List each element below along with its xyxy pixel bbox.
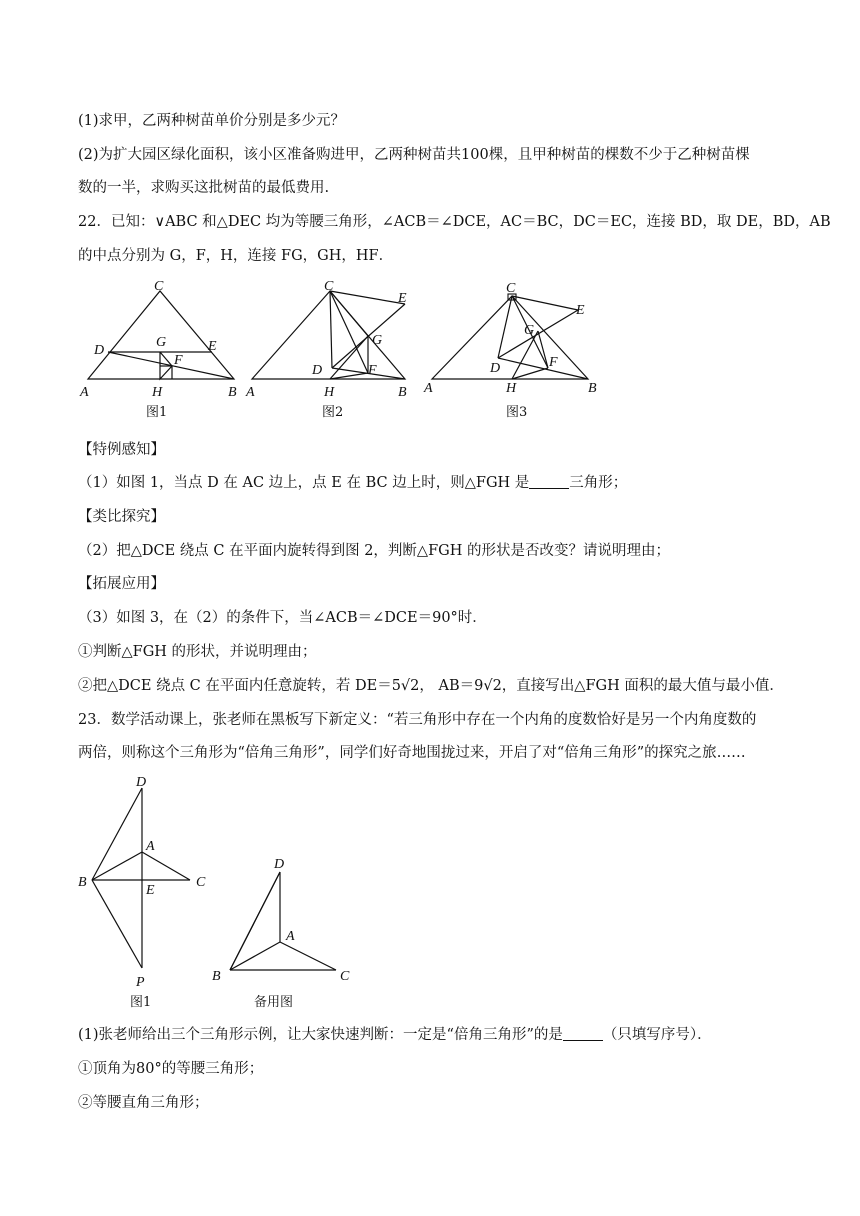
point-label-d: D [94, 343, 105, 358]
q22-figures [0, 276, 860, 436]
q23-figure-1 [78, 775, 206, 1010]
q22-section-2: 【类比探究】 [78, 509, 165, 525]
q22-part1: （1）如图 1，当点 D 在 AC 边上，点 E 在 BC 边上时，则△FGH 是 三角形； [78, 475, 628, 491]
point-label-p: P [136, 975, 145, 990]
q22-section-1: 【特例感知】 [78, 442, 165, 458]
q22-part3-b: ②把△DCE 绕点 C 在平面内任意旋转，若 DE＝5√2， AB＝9√2，直接写出△FGH 面积的最大值与最小值． [78, 678, 784, 694]
point-label-b: B [588, 381, 597, 396]
fig2-caption: 图2 [322, 405, 344, 420]
q23-figure-spare [212, 857, 350, 1010]
q22-part3-a: ①判断△FGH 的形状，并说明理由； [78, 644, 317, 660]
fig1-caption: 图1 [146, 405, 168, 420]
point-label-g: G [156, 335, 167, 350]
point-label-c: C [506, 281, 516, 296]
q22-part3: （3）如图 3，在（2）的条件下，当∠ACB＝∠DCE＝90°时． [78, 610, 487, 626]
point-label-f: F [368, 363, 377, 378]
point-label-d: D [312, 363, 323, 378]
point-label-h: H [152, 385, 163, 400]
point-label-c: C [196, 875, 206, 890]
point-label-e: E [208, 339, 217, 354]
q23-stem-line2: 两倍，则称这个三角形为“倍角三角形”，同学们好奇地围拢过来，开启了对“倍角三角形”的探究之旅…… [78, 745, 746, 761]
q23-figures [0, 770, 860, 1020]
point-label-e: E [146, 883, 155, 898]
point-label-d: D [274, 857, 285, 872]
q23-stem-line1: 23．数学活动课上，张老师在黑板写下新定义：“若三角形中存在一个内角的度数恰好是另一个内角度数的 [78, 712, 757, 728]
point-label-b: B [398, 385, 407, 400]
q23-fig1-caption: 图1 [130, 995, 152, 1010]
q21-part2-line2: 数的一半，求购买这批树苗的最低费用. [78, 180, 330, 196]
point-label-e: E [576, 303, 585, 318]
point-label-h: H [506, 381, 517, 396]
point-label-g: G [524, 323, 535, 338]
q22-part2: （2）把△DCE 绕点 C 在平面内旋转得到图 2，判断△FGH 的形状是否改变？请说明理由； [78, 543, 670, 559]
point-label-a: A [80, 385, 89, 400]
q21-part1: (1)求甲，乙两种树苗单价分别是多少元？ [78, 113, 346, 129]
point-label-a: A [146, 839, 155, 854]
q23-part1: (1)张老师给出三个三角形示例，让大家快速判断：一定是“倍角三角形”的是 （只填写序号）． [78, 1027, 712, 1043]
point-label-e: E [398, 291, 407, 306]
point-label-b: B [228, 385, 237, 400]
answer-blank[interactable] [529, 474, 569, 489]
q23-option-2: ②等腰直角三角形； [78, 1095, 209, 1111]
point-label-c: C [340, 969, 350, 984]
q22-figure-1 [79, 279, 237, 420]
point-label-d: D [136, 775, 147, 790]
q22-figure-3 [423, 281, 597, 420]
q21-part2-line1: (2)为扩大园区绿化面积，该小区准备购进甲，乙两种树苗共100棵，且甲种树苗的棵数不少于乙种树苗棵 [78, 147, 750, 163]
point-label-c: C [324, 279, 334, 294]
point-label-a: A [286, 929, 295, 944]
point-label-b: B [212, 969, 221, 984]
point-label-a: A [246, 385, 255, 400]
answer-blank[interactable] [563, 1026, 603, 1041]
q22-section-3: 【拓展应用】 [78, 576, 165, 592]
point-label-a: A [424, 381, 433, 396]
q22-figure-2 [245, 279, 407, 420]
point-label-h: H [324, 385, 335, 400]
q23-option-1: ①顶角为80°的等腰三角形； [78, 1061, 264, 1077]
point-label-b: B [78, 875, 87, 890]
point-label-c: C [154, 279, 164, 294]
point-label-f: F [174, 353, 183, 368]
fig3-caption: 图3 [506, 405, 528, 420]
q22-stem-line1: 22．已知：∨ABC 和△DEC 均为等腰三角形，∠ACB＝∠DCE，AC＝BC，DC＝EC，连接 BD，取 DE，BD，AB [78, 214, 831, 230]
point-label-d: D [490, 361, 501, 376]
q23-spare-caption: 备用图 [254, 995, 294, 1010]
point-label-f: F [549, 355, 558, 370]
point-label-g: G [372, 333, 383, 348]
q22-stem-line2: 的中点分别为 G，F，H，连接 FG，GH，HF． [78, 248, 394, 264]
